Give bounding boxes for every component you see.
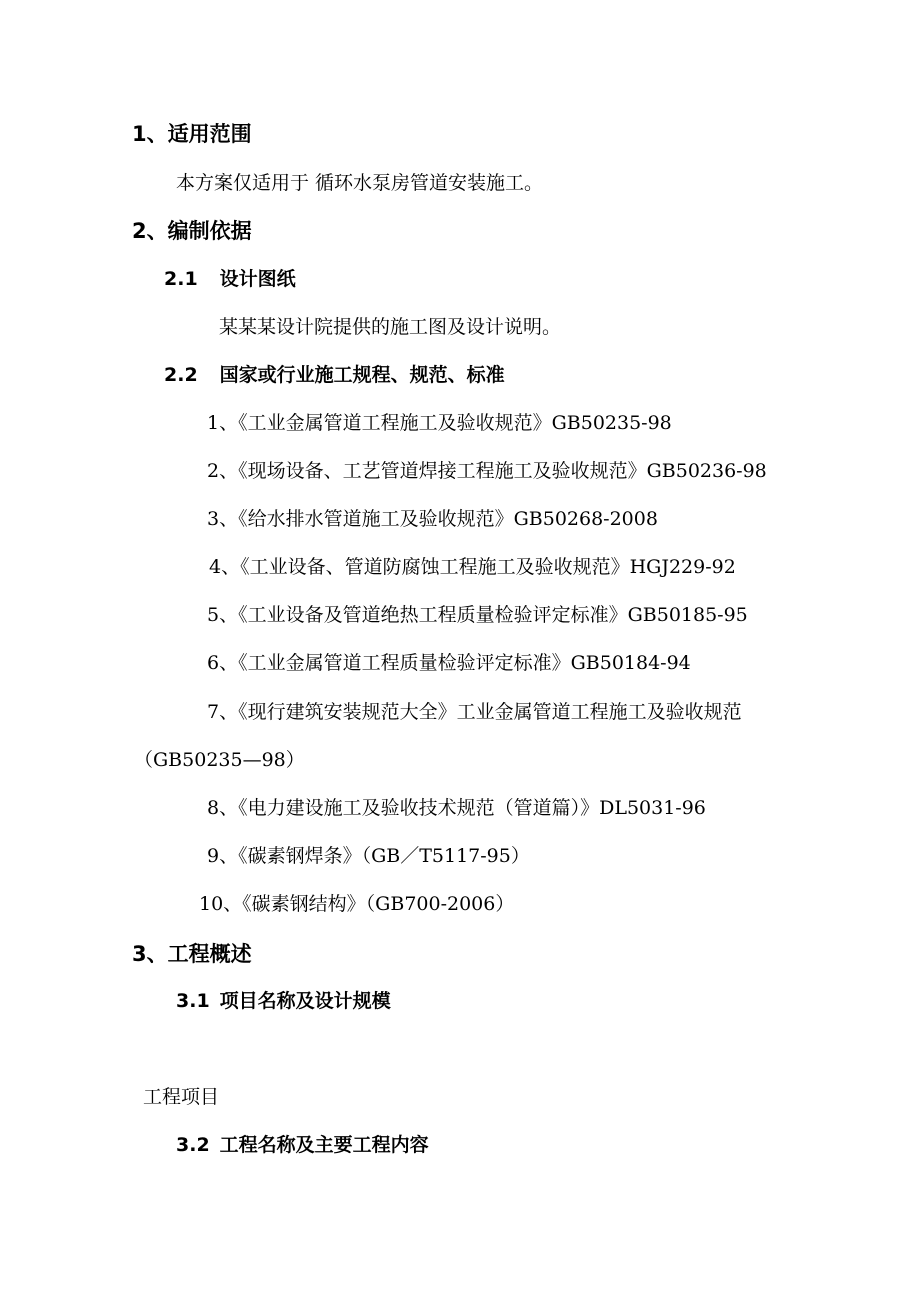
reference-item: 10、《碳素钢结构》（GB700-2006） [199, 893, 515, 915]
reference-item-continuation: （GB50235—98） [134, 749, 305, 771]
section-3-heading: 3、工程概述 [132, 942, 252, 966]
reference-item: 5、《工业设备及管道绝热工程质量检验评定标准》GB50185-95 [207, 604, 748, 626]
reference-item: 6、《工业金属管道工程质量检验评定标准》GB50184-94 [207, 652, 691, 674]
section-3-1-number: 3.1 [176, 990, 210, 1012]
section-2-2-heading [164, 366, 505, 385]
section-3-2-number: 3.2 [176, 1134, 210, 1156]
reference-item: 8、《电力建设施工及验收技术规范（管道篇）》DL5031-96 [207, 797, 706, 819]
section-1-heading: 1、适用范围 [132, 122, 252, 146]
reference-item: 9、《碳素钢焊条》（GB／T5117-95） [207, 845, 530, 867]
section-2-1-number: 2.1 [164, 268, 198, 290]
section-3-2-title: 工程名称及主要工程内容 [219, 1134, 429, 1156]
section-2-1-heading [164, 270, 296, 289]
section-1-text: 本方案仅适用于 循环水泵房管道安装施工。 [176, 172, 544, 194]
section-2-2-title: 国家或行业施工规程、规范、标准 [219, 364, 505, 386]
section-2-1-title: 设计图纸 [219, 268, 296, 290]
project-label: 工程项目 [143, 1086, 220, 1108]
reference-item: 1、《工业金属管道工程施工及验收规范》GB50235-98 [207, 412, 672, 434]
reference-item: 7、《现行建筑安装规范大全》工业金属管道工程施工及验收规范 [207, 701, 742, 723]
reference-item: 4、《工业设备、管道防腐蚀工程施工及验收规范》HGJ229-92 [209, 556, 736, 578]
section-3-1-title: 项目名称及设计规模 [219, 990, 391, 1012]
section-3-2-heading [176, 1136, 429, 1155]
section-2-heading: 2、编制依据 [132, 219, 252, 243]
section-2-1-text: 某某某设计院提供的施工图及设计说明。 [219, 316, 562, 338]
section-2-2-number: 2.2 [164, 364, 198, 386]
reference-item: 3、《给水排水管道施工及验收规范》GB50268-2008 [207, 508, 658, 530]
section-3-1-heading [176, 992, 391, 1011]
reference-item: 2、《现场设备、工艺管道焊接工程施工及验收规范》GB50236-98 [207, 460, 767, 482]
